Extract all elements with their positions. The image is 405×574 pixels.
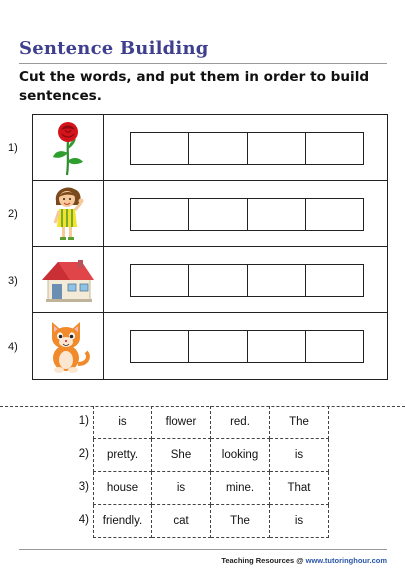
word-card[interactable]: The (211, 505, 270, 538)
word-slot (189, 265, 247, 296)
word-slot (131, 265, 189, 296)
word-slots (130, 264, 364, 297)
word-card[interactable]: pretty. (93, 439, 152, 472)
word-slot (189, 199, 247, 230)
cut-row-number-1: 1) (78, 415, 89, 427)
cutout-row (93, 472, 329, 505)
word-slot (248, 265, 306, 296)
row-number-1: 1) (8, 142, 18, 154)
word-card[interactable]: red. (211, 406, 270, 439)
sentence-row (33, 181, 387, 247)
title-divider (19, 63, 387, 64)
cut-row-number-3: 3) (78, 481, 89, 493)
word-card[interactable]: friendly. (93, 505, 152, 538)
row-number-3: 3) (8, 275, 18, 287)
word-card[interactable]: is (152, 472, 211, 505)
picture-cell (33, 313, 104, 379)
word-card[interactable]: She (152, 439, 211, 472)
word-card[interactable]: flower (152, 406, 211, 439)
word-slots (130, 132, 364, 165)
house-icon (40, 258, 96, 302)
cutout-row (93, 439, 329, 472)
girl-icon (48, 185, 88, 243)
word-slot (248, 133, 306, 164)
word-slot (131, 199, 189, 230)
row-number-4: 4) (8, 341, 18, 353)
word-slot (189, 331, 247, 362)
picture-cell (33, 247, 104, 312)
instructions: Cut the words, and put them in order to build sentences. (19, 69, 370, 104)
word-card[interactable]: mine. (211, 472, 270, 505)
page-title: Sentence Building (19, 38, 209, 59)
word-slot (306, 265, 363, 296)
picture-cell (33, 181, 104, 246)
word-card[interactable]: cat (152, 505, 211, 538)
footer-prefix: Teaching Resources @ (221, 556, 306, 565)
word-card[interactable]: looking (211, 439, 270, 472)
cutout-row (93, 406, 329, 439)
footer-link[interactable]: www.tutoringhour.com (305, 556, 387, 565)
word-slot (306, 133, 363, 164)
cut-row-number-4: 4) (78, 514, 89, 526)
sentence-grid (32, 114, 388, 380)
picture-cell (33, 115, 104, 180)
word-card[interactable]: house (93, 472, 152, 505)
footer-credit (221, 556, 387, 565)
word-card[interactable]: That (270, 472, 329, 505)
word-slot (131, 331, 189, 362)
sentence-row (33, 247, 387, 313)
word-card[interactable]: is (270, 439, 329, 472)
word-slot (306, 331, 363, 362)
cut-row-number-2: 2) (78, 448, 89, 460)
rose-icon (48, 119, 88, 177)
word-slots (130, 330, 364, 363)
word-card[interactable]: is (93, 406, 152, 439)
sentence-row (33, 313, 387, 379)
cat-icon (44, 318, 92, 374)
word-card[interactable]: is (270, 505, 329, 538)
word-slot (306, 199, 363, 230)
word-slot (189, 133, 247, 164)
word-slot (248, 199, 306, 230)
word-slots (130, 198, 364, 231)
word-card[interactable]: The (270, 406, 329, 439)
row-number-2: 2) (8, 208, 18, 220)
footer-divider (19, 549, 387, 550)
word-slot (131, 133, 189, 164)
cutout-row (93, 505, 329, 538)
word-slot (248, 331, 306, 362)
sentence-row (33, 115, 387, 181)
